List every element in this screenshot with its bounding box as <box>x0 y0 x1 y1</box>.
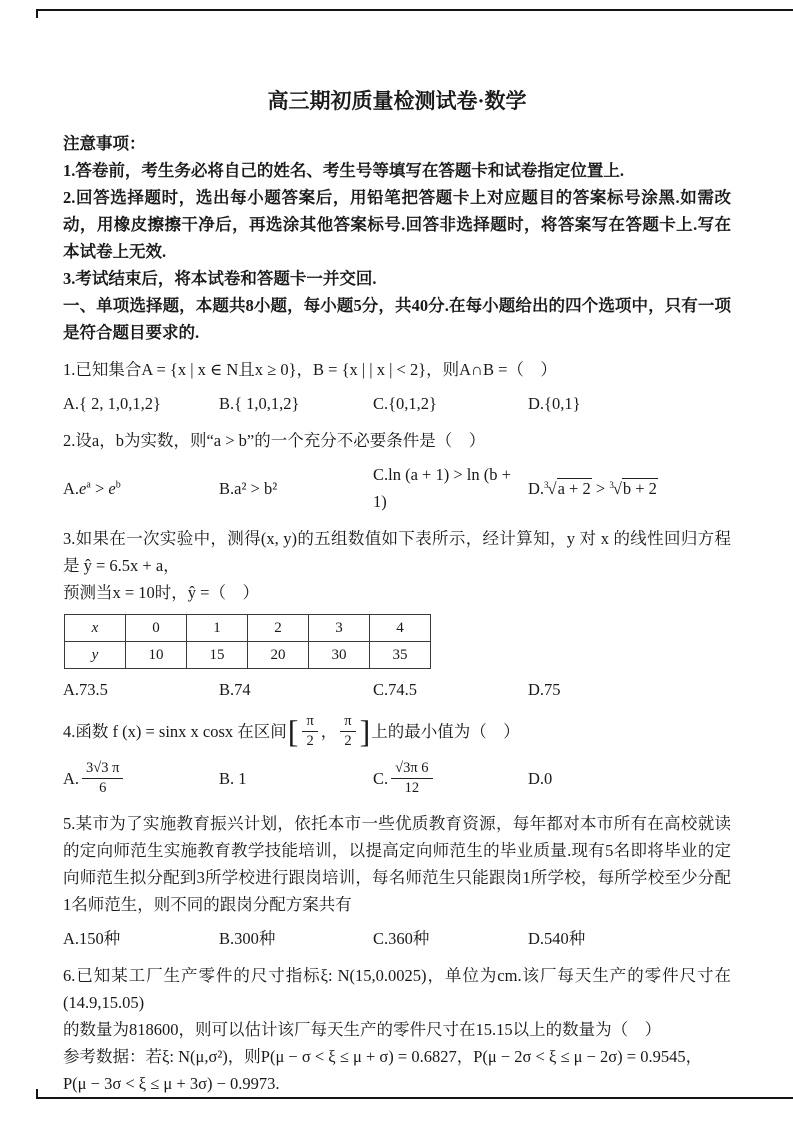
math-base: e <box>108 478 116 498</box>
math-operator: > <box>591 478 610 498</box>
radical-sign: √ <box>547 478 557 498</box>
radical-sign: √ <box>612 478 622 498</box>
fraction-numerator: π <box>302 713 317 732</box>
question-4-options <box>63 756 731 800</box>
question-1-option-d: D.{0,1} <box>528 394 581 413</box>
question-1 <box>63 356 731 417</box>
fraction-numerator: π <box>340 713 355 732</box>
question-3-stem-line-2: 预测当x = 10时，ŷ =（ ） <box>63 583 259 602</box>
question-2-option-b: B.a² > b² <box>219 478 278 498</box>
bottom-left-tick <box>36 1089 38 1098</box>
notice-heading: 注意事项： <box>63 134 146 153</box>
question-1-option-a: A.{ 2, 1,0,1,2} <box>63 394 161 413</box>
option-label: D. <box>528 478 545 498</box>
table-cell: 35 <box>370 642 431 669</box>
question-4-option-c <box>373 760 528 796</box>
radicand: b + 2 <box>622 478 657 498</box>
question-5-options <box>63 925 731 952</box>
fraction <box>340 713 355 749</box>
option-label: C. <box>373 768 389 788</box>
table-cell: 3 <box>309 615 370 642</box>
question-3-data-table <box>64 614 431 669</box>
question-2 <box>63 427 731 515</box>
interval-open-bracket: [ <box>287 713 299 750</box>
question-3-option-d: D.75 <box>528 680 561 699</box>
table-cell: 15 <box>187 642 248 669</box>
radical-index: 3 <box>544 479 549 490</box>
question-6-stem-line-1: 6.已知某工厂生产零件的尺寸指标ξ: N(15,0.0025)，单位为cm.该厂每天生产的零件尺寸在(14.9,15.05) <box>63 966 731 1013</box>
question-6-reference-data-line-1: 参考数据：若ξ: N(μ,σ²)，则P(μ − σ < ξ ≤ μ + σ) = 0.6827，P(μ − 2σ < ξ ≤ μ − 2σ) = 0.9545， <box>63 1047 703 1067</box>
question-6 <box>63 962 731 1097</box>
option-label: A. <box>63 768 80 788</box>
fraction-numerator: √3π 6 <box>391 760 432 779</box>
question-6-stem-line-2: 的数量为818600，则可以估计该厂每天生产的零件尺寸在15.15以上的数量为（ ） <box>63 1020 662 1040</box>
question-1-option-c: C.{0,1,2} <box>373 394 437 413</box>
question-5-stem: 5.某市为了实施教育振兴计划，依托本市一些优质教育资源，每年都对本市所有在高校就读的定向师范生实施教育教学技能培训，以提高定向师范生的毕业质量.现有5名即将毕业的定向师范生拟分配到3所学校进行跟岗培训，每名师范生只能跟岗1所学校，每所学校至少分配1名师范生，则不同的跟岗分配方案共有 <box>63 814 731 915</box>
notice-item-1: 1.答卷前，考生务必将自己的姓名、考生号等填写在答题卡和试卷指定位置上. <box>63 161 624 180</box>
paper-title: 高三期初质量检测试卷·数学 <box>267 89 527 113</box>
table-cell: 4 <box>370 615 431 642</box>
option-label: A. <box>63 478 80 498</box>
question-3-option-a: A.73.5 <box>63 680 108 699</box>
table-row-x <box>65 615 431 642</box>
fraction <box>391 760 432 796</box>
question-1-stem: 1.已知集合A = {x | x ∈ N且x ≥ 0}，B = {x | | x | < 2}，则A∩B =（ ） <box>63 360 557 379</box>
question-4-stem <box>63 713 731 749</box>
notice-item-3: 3.考试结束后，将本试卷和答题卡一并交回. <box>63 269 377 288</box>
question-3-option-b: B.74 <box>219 680 251 699</box>
top-left-tick <box>36 9 38 18</box>
math-exponent: b <box>115 479 121 490</box>
question-3-option-c: C.74.5 <box>373 680 418 699</box>
notice-item-2: 2.回答选择题时，选出每小题答案后，用铅笔把答题卡上对应题目的答案标号涂黑.如需改动，用橡皮擦擦干净后，再选涂其他答案标号.回答非选择题时，将答案写在答题卡上.写在本试卷上无效. <box>63 188 731 261</box>
question-2-option-d <box>528 475 731 502</box>
question-5-option-c: C.360种 <box>373 929 430 949</box>
question-6-reference-data-line-2: P(μ − 3σ < ξ ≤ μ + 3σ) − 0.9973. <box>63 1074 280 1094</box>
fraction-denominator: 6 <box>99 779 107 796</box>
fraction-denominator: 2 <box>306 732 314 749</box>
question-5-option-d: D.540种 <box>528 929 586 949</box>
section-heading: 一、单项选择题，本题共8小题，每小题5分，共40分.在每小题给出的四个选项中，只有一项是符合题目要求的. <box>63 296 731 342</box>
fraction <box>302 713 317 749</box>
table-cell: 20 <box>248 642 309 669</box>
fraction <box>82 760 123 796</box>
question-2-option-c: C.ln (a + 1) > ln (b + 1) <box>373 465 511 511</box>
question-3-stem-line-1: 3.如果在一次实验中，测得(x, y)的五组数值如下表所示，经计算知，y 对 x 的线性回归方程是 ŷ = 6.5x + a， <box>63 529 731 575</box>
table-cell: 30 <box>309 642 370 669</box>
question-1-option-b: B.{ 1,0,1,2} <box>219 394 300 413</box>
question-2-options <box>63 461 731 515</box>
table-cell: y <box>65 642 126 669</box>
fraction-denominator: 12 <box>404 779 420 796</box>
fraction-numerator: 3√3 π <box>82 760 123 779</box>
table-cell: 0 <box>126 615 187 642</box>
math-base: e <box>79 478 87 498</box>
question-4-option-b: B. 1 <box>219 768 247 788</box>
question-1-options <box>63 390 731 417</box>
table-row-y <box>65 642 431 669</box>
fraction-denominator: 2 <box>344 732 352 749</box>
question-2-option-a <box>63 475 219 502</box>
question-2-stem: 2.设a，b为实数，则“a > b”的一个充分不必要条件是（ ） <box>63 431 486 450</box>
interval-comma: ， <box>320 721 338 741</box>
radicand: a + 2 <box>557 478 591 498</box>
radical-index: 3 <box>609 479 614 490</box>
interval-close-bracket: ] <box>359 713 371 750</box>
top-rule <box>36 9 793 11</box>
table-cell: 2 <box>248 615 309 642</box>
question-5 <box>63 810 731 952</box>
stem-text: 上的最小值为（ ） <box>371 721 520 741</box>
question-5-option-b: B.300种 <box>219 929 276 949</box>
math-operator: > <box>90 478 109 498</box>
table-cell: x <box>65 615 126 642</box>
stem-text: 4.函数 f (x) = sinx x cosx 在区间 <box>63 721 287 741</box>
table-cell: 1 <box>187 615 248 642</box>
question-4-option-d: D.0 <box>528 768 553 788</box>
question-5-option-a: A.150种 <box>63 929 121 949</box>
question-3 <box>63 525 731 703</box>
question-3-options <box>63 676 731 703</box>
bottom-rule <box>36 1097 793 1099</box>
question-4 <box>63 713 731 800</box>
math-exponent: a <box>86 479 91 490</box>
question-4-option-a <box>63 760 219 796</box>
table-cell: 10 <box>126 642 187 669</box>
